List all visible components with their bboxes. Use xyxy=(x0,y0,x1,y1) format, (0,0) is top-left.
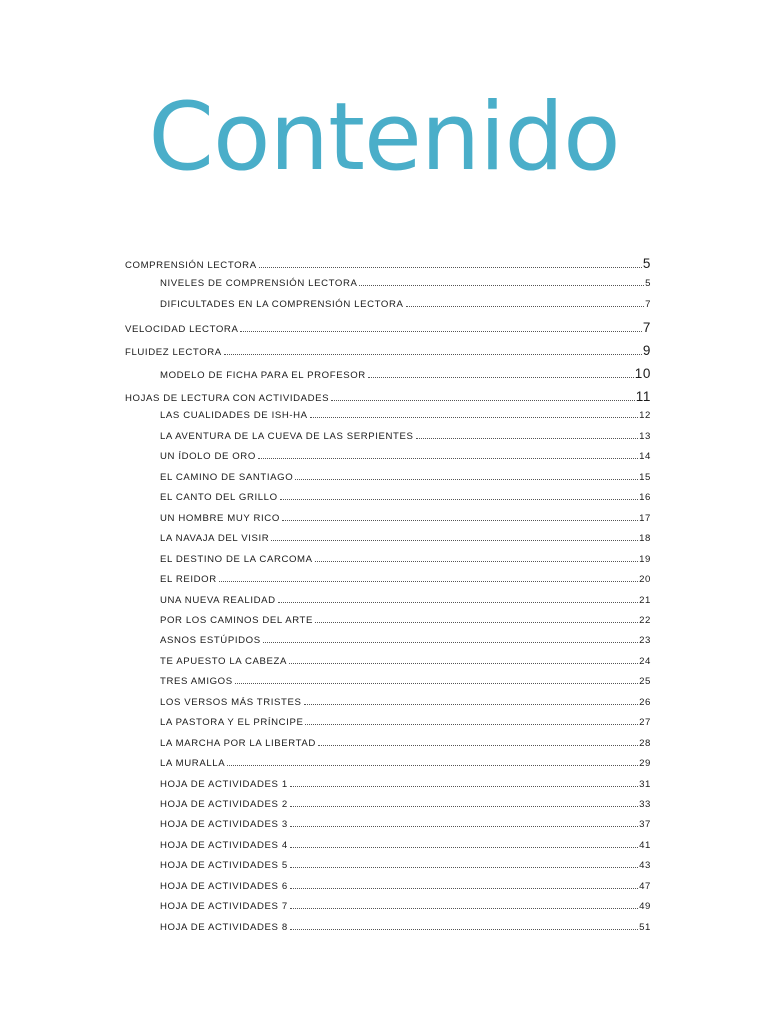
toc-entry-page: 7 xyxy=(645,299,651,310)
toc-entry-page: 47 xyxy=(639,881,651,892)
toc-entry-page: 16 xyxy=(639,492,651,503)
toc-entry[interactable] xyxy=(160,758,651,769)
toc-entry[interactable] xyxy=(125,343,651,358)
dot-leader xyxy=(290,805,638,807)
toc-entry-label: HOJA DE ACTIVIDADES 8 xyxy=(160,922,288,933)
toc-entry-page: 12 xyxy=(639,410,651,421)
toc-entry-page: 24 xyxy=(639,656,651,667)
toc-entry-label: LAS CUALIDADES DE ISH-HA xyxy=(160,410,308,421)
toc-entry[interactable] xyxy=(160,676,651,687)
toc-entry-label: ASNOS ESTÚPIDOS xyxy=(160,635,261,646)
toc-entry-label: COMPRENSIÓN LECTORA xyxy=(125,260,257,271)
toc-entry[interactable] xyxy=(160,819,651,830)
dot-leader xyxy=(295,478,638,480)
toc-entry-page: 10 xyxy=(634,366,651,381)
toc-entry[interactable] xyxy=(160,299,651,310)
toc-entry-label: DIFICULTADES EN LA COMPRENSIÓN LECTORA xyxy=(160,299,404,310)
toc-entry[interactable] xyxy=(160,366,651,381)
dot-leader xyxy=(271,539,638,541)
toc-entry-page: 25 xyxy=(639,676,651,687)
dot-leader xyxy=(290,887,638,889)
toc-entry-label: TE APUESTO LA CABEZA xyxy=(160,656,287,667)
toc-entry[interactable] xyxy=(160,779,651,790)
toc-entry-page: 27 xyxy=(639,717,651,728)
toc-entry-page: 41 xyxy=(639,840,651,851)
dot-leader xyxy=(368,376,634,378)
toc-entry[interactable] xyxy=(125,389,651,404)
toc-entry-page: 7 xyxy=(642,320,651,335)
toc-entry-page: 20 xyxy=(639,574,651,585)
toc-entry[interactable] xyxy=(160,472,651,483)
toc-entry[interactable] xyxy=(160,410,651,421)
toc-entry-page: 23 xyxy=(639,635,651,646)
toc-entry-label: LA AVENTURA DE LA CUEVA DE LAS SERPIENTES xyxy=(160,431,414,442)
toc-entry-label: LOS VERSOS MÁS TRISTES xyxy=(160,697,302,708)
toc-entry-label: LA MARCHA POR LA LIBERTAD xyxy=(160,738,316,749)
toc-entry-label: HOJA DE ACTIVIDADES 7 xyxy=(160,901,288,912)
toc-entry-page: 9 xyxy=(642,343,651,358)
toc-entry[interactable] xyxy=(125,320,651,335)
dot-leader xyxy=(282,519,638,521)
toc-entry-label: EL CAMINO DE SANTIAGO xyxy=(160,472,294,483)
toc-entry-label: UN ÍDOLO DE ORO xyxy=(160,451,256,462)
dot-leader xyxy=(315,560,638,562)
toc-entry-page: 43 xyxy=(639,860,651,871)
toc-entry-page: 5 xyxy=(642,256,651,271)
toc-entry[interactable] xyxy=(160,492,651,503)
dot-leader xyxy=(240,330,641,332)
dot-leader xyxy=(227,764,638,766)
dot-leader xyxy=(290,866,638,868)
toc-entry-page: 26 xyxy=(639,697,651,708)
toc-entry-page: 19 xyxy=(639,554,651,565)
dot-leader xyxy=(406,305,645,307)
toc-entry-label: HOJA DE ACTIVIDADES 6 xyxy=(160,881,288,892)
dot-leader xyxy=(318,744,638,746)
dot-leader xyxy=(290,846,638,848)
toc-entry-label: VELOCIDAD LECTORA xyxy=(125,324,239,335)
toc-entry-page: 14 xyxy=(639,451,651,462)
toc-entry-label: FLUIDEZ LECTORA xyxy=(125,347,222,358)
toc-entry-label: TRES AMIGOS xyxy=(160,676,233,687)
toc-entry-page: 49 xyxy=(639,901,651,912)
toc-entry[interactable] xyxy=(160,431,651,442)
dot-leader xyxy=(310,416,638,418)
toc-entry[interactable] xyxy=(160,533,651,544)
toc-entry[interactable] xyxy=(160,451,651,462)
toc-entry-label: NIVELES DE COMPRENSIÓN LECTORA xyxy=(160,278,358,289)
toc-entry-page: 29 xyxy=(639,758,651,769)
toc-entry-label: LA PASTORA Y EL PRÍNCIPE xyxy=(160,717,304,728)
toc-entry-label: UN HOMBRE MUY RICO xyxy=(160,513,280,524)
dot-leader xyxy=(290,825,638,827)
dot-leader xyxy=(224,353,642,355)
dot-leader xyxy=(305,723,638,725)
toc-entry[interactable] xyxy=(160,738,651,749)
dot-leader xyxy=(331,399,635,401)
toc-entry-label: EL CANTO DEL GRILLO xyxy=(160,492,278,503)
toc-entry-label: HOJA DE ACTIVIDADES 5 xyxy=(160,860,288,871)
toc-entry-page: 28 xyxy=(639,738,651,749)
dot-leader xyxy=(235,682,638,684)
toc-entry[interactable] xyxy=(160,799,651,810)
toc-entry[interactable] xyxy=(160,922,651,933)
toc-entry-label: MODELO DE FICHA PARA EL PROFESOR xyxy=(160,370,366,381)
toc-entry-label: LA MURALLA xyxy=(160,758,226,769)
toc-entry-page: 18 xyxy=(639,533,651,544)
toc-entry-label: HOJA DE ACTIVIDADES 2 xyxy=(160,799,288,810)
dot-leader xyxy=(219,580,638,582)
toc-entry-page: 37 xyxy=(639,819,651,830)
toc-entry[interactable] xyxy=(160,595,651,606)
toc-entry-label: UNA NUEVA REALIDAD xyxy=(160,595,276,606)
toc-entry-label: HOJA DE ACTIVIDADES 4 xyxy=(160,840,288,851)
toc-entry[interactable] xyxy=(160,697,651,708)
toc-entry[interactable] xyxy=(160,574,651,585)
dot-leader xyxy=(290,907,638,909)
dot-leader xyxy=(278,601,638,603)
toc-entry-label: HOJAS DE LECTURA CON ACTIVIDADES xyxy=(125,393,330,404)
toc-entry-label: HOJA DE ACTIVIDADES 1 xyxy=(160,779,288,790)
dot-leader xyxy=(304,703,639,705)
dot-leader xyxy=(280,498,638,500)
toc-entry[interactable] xyxy=(160,635,651,646)
toc-entry-page: 51 xyxy=(639,922,651,933)
toc-entry-label: HOJA DE ACTIVIDADES 3 xyxy=(160,819,288,830)
toc-entry[interactable] xyxy=(160,278,651,289)
toc-entry-label: EL REIDOR xyxy=(160,574,217,585)
dot-leader xyxy=(290,928,638,930)
dot-leader xyxy=(259,266,642,268)
toc-entry-page: 17 xyxy=(639,513,651,524)
toc-entry[interactable] xyxy=(160,840,651,851)
toc-entry-label: LA NAVAJA DEL VISIR xyxy=(160,533,270,544)
toc-entry[interactable] xyxy=(160,901,651,912)
toc-entry-page: 22 xyxy=(639,615,651,626)
toc-entry-page: 31 xyxy=(639,779,651,790)
toc-entry-page: 33 xyxy=(639,799,651,810)
dot-leader xyxy=(315,621,638,623)
toc-entry[interactable] xyxy=(160,656,651,667)
page-title: Contenido xyxy=(148,83,620,192)
toc-entry[interactable] xyxy=(160,513,651,524)
toc-entry-label: EL DESTINO DE LA CARCOMA xyxy=(160,554,313,565)
toc-entry[interactable] xyxy=(125,256,651,271)
dot-leader xyxy=(290,785,638,787)
dot-leader xyxy=(416,437,639,439)
toc-entry-page: 13 xyxy=(639,431,651,442)
toc-entry[interactable] xyxy=(160,717,651,728)
toc-entry[interactable] xyxy=(160,881,651,892)
toc-entry[interactable] xyxy=(160,860,651,871)
toc-entry[interactable] xyxy=(160,615,651,626)
toc-entry-label: POR LOS CAMINOS DEL ARTE xyxy=(160,615,314,626)
toc-entry-page: 21 xyxy=(639,595,651,606)
toc-entry-page: 15 xyxy=(639,472,651,483)
dot-leader xyxy=(359,284,644,286)
dot-leader xyxy=(263,641,638,643)
dot-leader xyxy=(289,662,638,664)
toc-entry-page: 5 xyxy=(645,278,651,289)
dot-leader xyxy=(258,457,638,459)
toc-entry-page: 11 xyxy=(635,389,651,404)
toc-entry[interactable] xyxy=(160,554,651,565)
